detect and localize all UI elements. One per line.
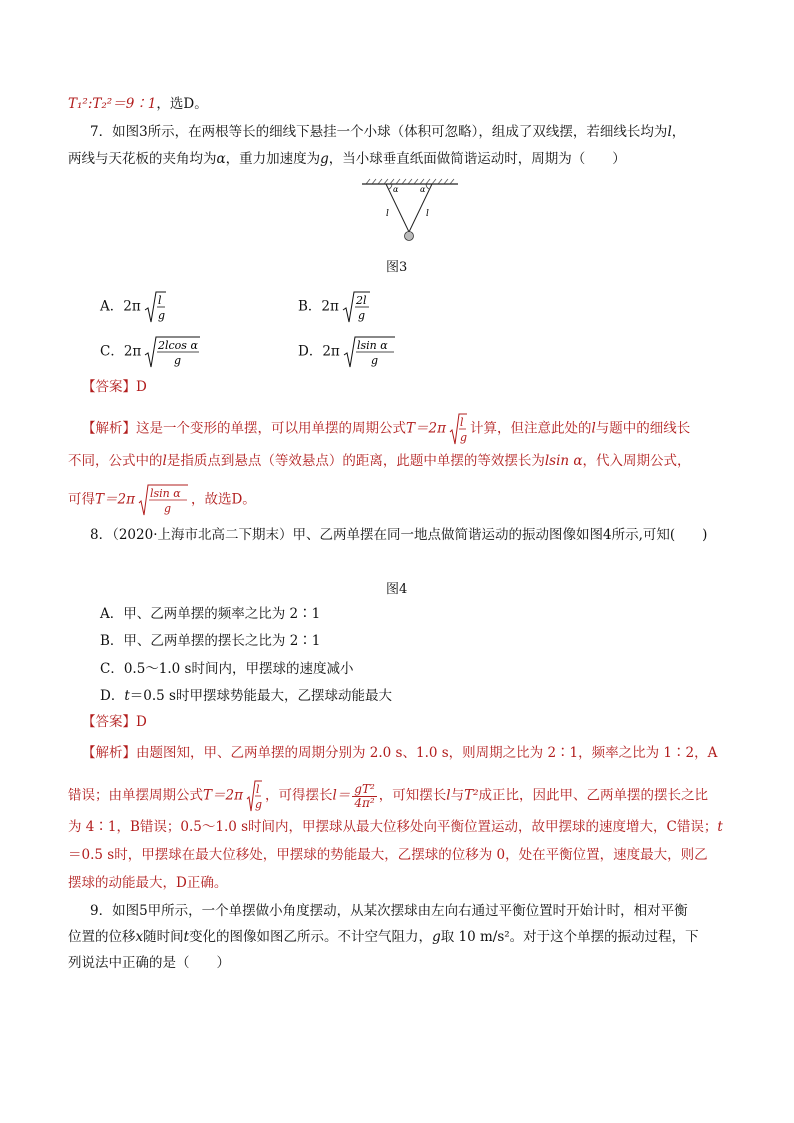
q7-option-b[interactable]: B．2π 2l g [298, 290, 373, 324]
q7-analysis-line2: 不同，公式中的l是指质点到悬点（等效悬点）的距离，此题中单摆的等效摆长为lsin α，代入周期公式， [68, 453, 691, 469]
ceiling-hatching [366, 179, 454, 184]
svg-text:g: g [254, 798, 262, 811]
sqrt-expression [138, 483, 188, 517]
svg-text:g: g [157, 309, 165, 322]
q9-line1: 9．如图5甲所示，一个单摆做小角度摆动，从某次摆球由左向右通过平衡位置时开始计时，相对平衡 [90, 903, 688, 919]
q8-option-a[interactable]: A．甲、乙两单摆的频率之比为 2∶1 [100, 606, 321, 622]
alpha-label-left: α [393, 185, 399, 194]
svg-text:g: g [357, 309, 365, 322]
q7-line2: 两线与天花板的夹角均为α，重力加速度为g，当小球垂直纸面做简谐运动时，周期为（ ） [68, 151, 626, 167]
q8-answer: 【答案】D [82, 714, 147, 730]
svg-text:2lcos α: 2lcos α [158, 339, 199, 352]
q8-analysis-line4: ＝0.5 s时，甲摆球在最大位移处，甲摆球的势能最大，乙摆球的位移为 0，处在平衡位置，速度最大，则乙 [68, 847, 708, 863]
q7-answer: 【答案】D [82, 379, 147, 395]
q7-option-c[interactable]: C．2π 2lcos α g [100, 335, 203, 369]
q8-option-d[interactable]: D．t＝0.5 s时甲摆球势能最大，乙摆球动能最大 [100, 688, 392, 704]
q7-option-a[interactable]: A．2π l g [100, 290, 169, 324]
q8-analysis-line2: 错误；由单摆周期公式T＝2π l g ，可得摆长l＝ $\frac{\text{gT²}}{\text{4π²}}$ ，可知摆长l与T²成正比，因此甲、乙两单摆的摆长之比 [68, 779, 708, 813]
q8-analysis-line3: 为 4∶1，B错误；0.5～1.0 s时间内，甲摆球从最大位移处向平衡位置运动，故甲摆球的速度增大，C错误；t [68, 819, 723, 835]
svg-text:lsin α: lsin α [356, 339, 388, 352]
q9-line2: 位置的位移x随时间t变化的图像如图乙所示。不计空气阻力，g取 10 m/s²。对于这个单摆的振动过程，下 [68, 929, 699, 945]
period-ratio: T₁²:T₂²＝9∶1 [68, 96, 157, 112]
sqrt-expression [144, 290, 166, 324]
left-angle-arc [389, 184, 392, 189]
q8-analysis-line1: 【解析】由题图知，甲、乙两单摆的周期分别为 2.0 s、1.0 s，则周期之比为 2∶1，频率之比为 1∶2，A [82, 745, 718, 761]
sqrt-expression [342, 290, 370, 324]
previous-answer-tail: ，选D。 [156, 96, 208, 112]
alpha-label-right: α [420, 185, 426, 194]
q8-option-b[interactable]: B．甲、乙两单摆的摆长之比为 2∶1 [100, 633, 321, 649]
fraction: $\frac{\text{gT²}}{\text{4π²}}$ [354, 781, 375, 810]
previous-answer-line [68, 95, 208, 113]
figure4-caption: 图4 [386, 582, 408, 597]
q8-option-c[interactable]: C．0.5～1.0 s时间内，甲摆球的速度减小 [100, 661, 354, 677]
svg-text:l: l [157, 294, 162, 307]
svg-text:g: g [163, 502, 172, 515]
svg-text:2l: 2l [355, 294, 367, 307]
svg-text:lsin α: lsin α [149, 487, 181, 500]
sqrt-expression [449, 412, 467, 446]
svg-text:l: l [459, 416, 464, 429]
sqrt-expression [246, 779, 262, 813]
q7-line1: 7．如图3所示，在两根等长的细线下悬挂一个小球（体积可忽略），组成了双线摆，若细线长均为l， [90, 124, 686, 140]
svg-text:g: g [174, 354, 182, 367]
q9-line3: 列说法中正确的是（ ） [68, 955, 230, 971]
q7-analysis-line1: 【解析】这是一个变形的单摆，可以用单摆的周期公式T＝2π l g 计算，但注意此处的l与题中的细线长 [82, 412, 690, 446]
q8-stem: 8．（2020·上海市北高二下期末）甲、乙两单摆在同一地点做简谐运动的振动图像如图4所示,可知( ) [90, 527, 708, 543]
q7-option-d[interactable]: D．2π lsin α g [298, 335, 398, 369]
length-label-right: l [426, 209, 429, 219]
q7-analysis-line3: 可得T＝2π lsin α g ，故选D。 [68, 483, 256, 517]
length-label-left: l [386, 209, 389, 219]
right-angle-arc [426, 184, 429, 189]
double-pendulum-figure [360, 178, 460, 244]
sqrt-expression [343, 335, 395, 369]
svg-text:l: l [255, 783, 260, 796]
svg-text:g: g [370, 354, 378, 367]
figure3-caption: 图3 [386, 260, 408, 275]
pendulum-ball [405, 232, 414, 241]
svg-text:g: g [459, 431, 467, 444]
sqrt-expression [144, 335, 200, 369]
q8-analysis-line5: 摆球的动能最大，D正确。 [68, 875, 228, 891]
